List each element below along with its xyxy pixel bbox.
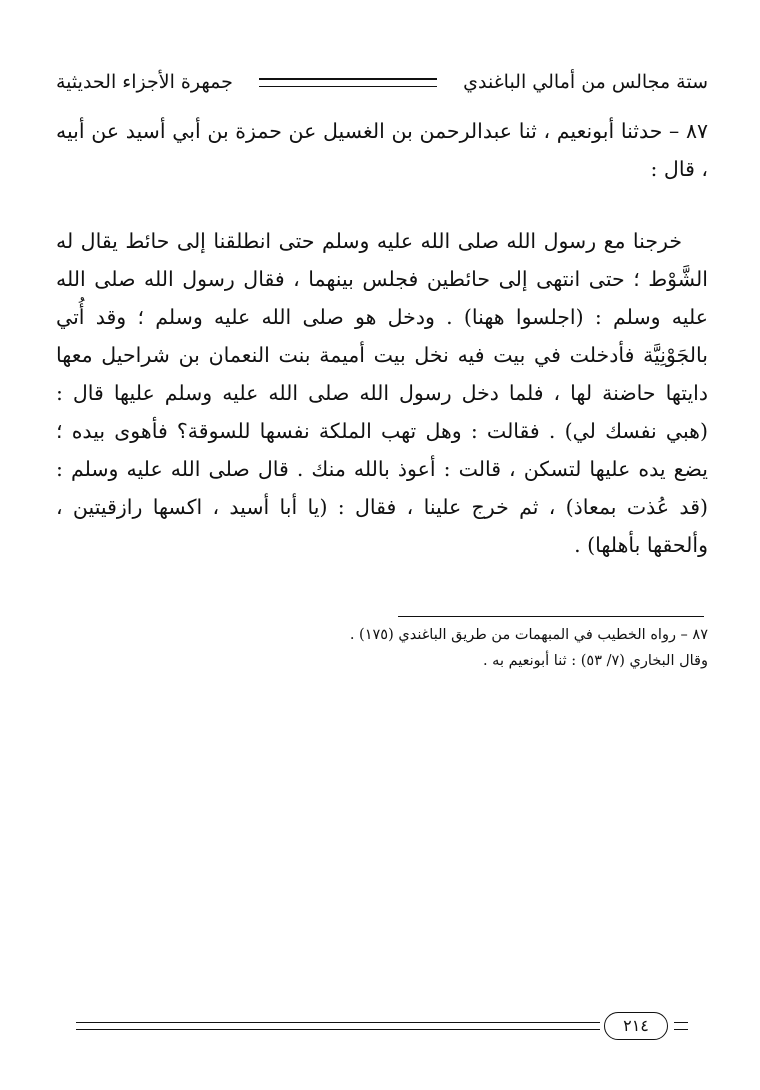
page-number: ٢١٤: [604, 1012, 668, 1040]
book-title: ستة مجالس من أمالي الباغندي: [463, 71, 708, 93]
running-header: [56, 62, 708, 102]
footnote-separator: [398, 616, 704, 617]
hadith-text: خرجنا مع رسول الله صلى الله عليه وسلم حتى انطلقنا إلى حائط يقال له الشَّوْط ؛ حتى انتهى إلى حائطين فجلس بينهما ، فقال رسول الله صلى الله عليه وسلم : (اجلسوا ههنا) . ودخل هو صلى الله عليه وسلم ؛ وقد أُتي بالجَوْنِيَّة فأدخلت في بيت فيه نخل بيت أميمة بنت النعمان بن شراحيل معها دايتها حاضنة لها ، فلما دخل رسول الله صلى الله عليه وسلم عليها قال : (هبي نفسك لي) . فقالت : وهل تهب الملكة نفسها للسوقة؟ فأهوى بيده ؛ يضع يده عليها لتسكن ، قالت : أعوذ بالله منك . قال صلى الله عليه وسلم : (قد عُذت بمعاذ) ، ثم خرج علينا ، فقال : (يا أبا أسيد ، اكسها رازقيتين ، وألحقها بأهلها) .: [56, 229, 708, 557]
section-title: جمهرة الأجزاء الحديثية: [56, 71, 233, 93]
hadith-chain: ٨٧ – حدثنا أبونعيم ، ثنا عبدالرحمن بن الغسيل عن حمزة بن أبي أسيد عن أبيه ، قال :: [56, 119, 708, 181]
header-rule: [259, 78, 437, 87]
page-footer: [76, 1014, 688, 1042]
footer-rule-right: [674, 1022, 688, 1030]
footnote-1: ٨٧ – رواه الخطيب في المبهمات من طريق الباغندي (١٧٥) .: [349, 627, 708, 643]
footer-rule-left: [76, 1022, 600, 1030]
footnote-2: وقال البخاري (٧/ ٥٣) : ثنا أبونعيم به .: [482, 653, 708, 669]
footnotes: [56, 622, 708, 674]
main-text: [56, 112, 708, 564]
